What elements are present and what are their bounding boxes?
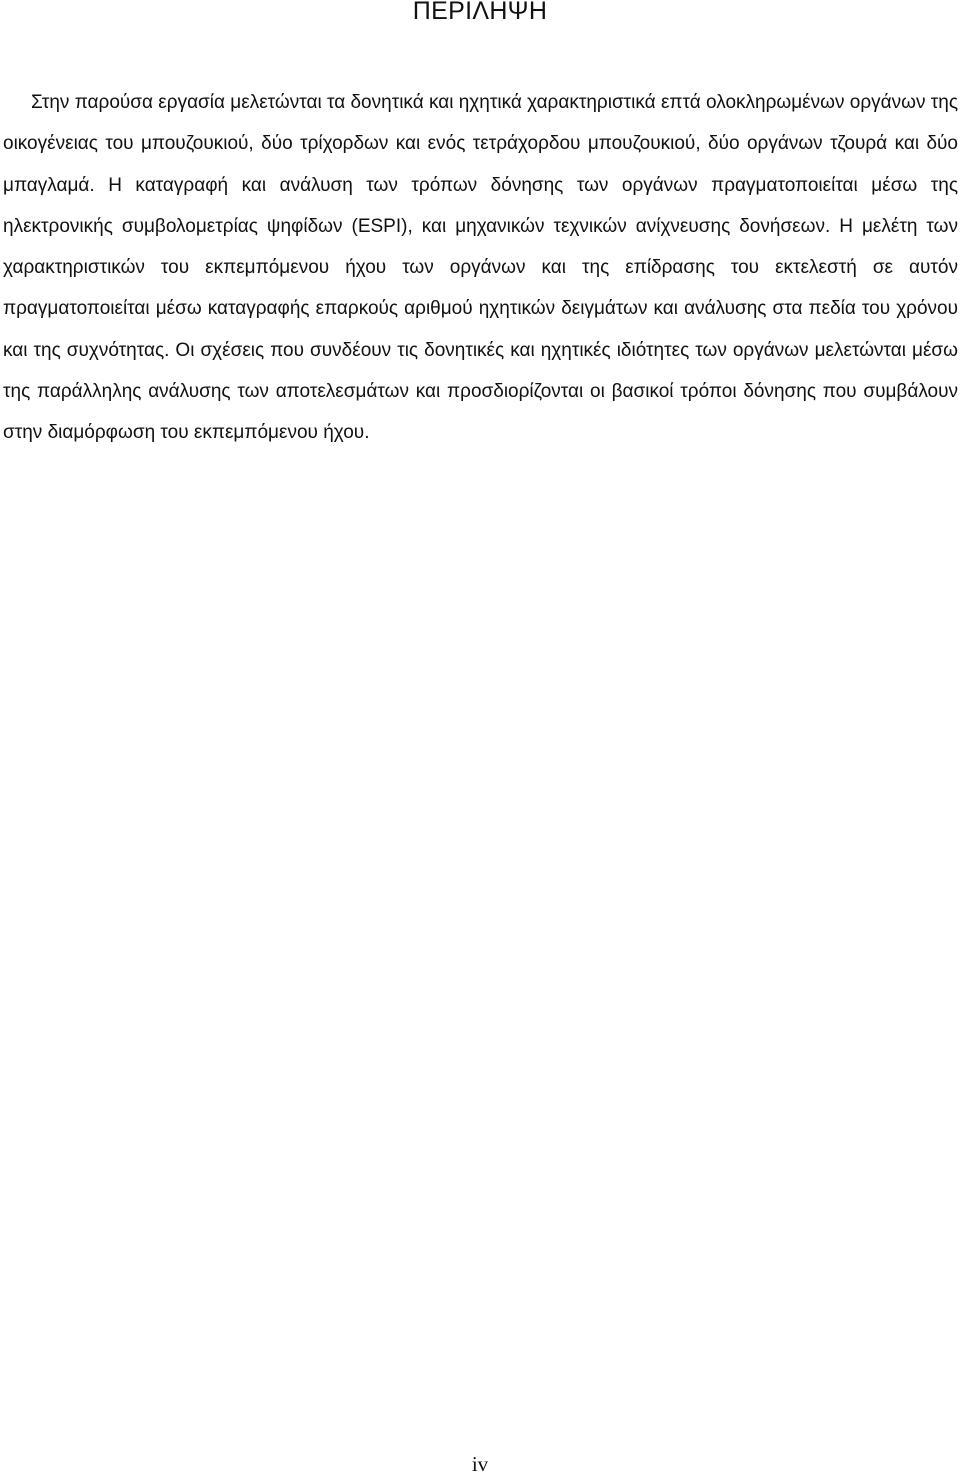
page-number: iv xyxy=(471,1452,489,1476)
page-title: ΠΕΡΙΛΗΨΗ xyxy=(412,0,548,25)
abstract-paragraph: Στην παρούσα εργασία μελετώνται τα δονητικά και ηχητικά χαρακτηριστικά επτά ολοκληρωμένων οργάνων της οικογένειας του μπουζουκιού, δύο τρίχορδων και ενός τετράχορδου μπουζουκιού, δύο οργάνων τζουρά και δύο μπαγλαμά. Η καταγραφή και ανάλυση των τρόπων δόνησης των οργάνων πραγματοποιείται μέσω της ηλεκτρονικής συμβολομετρίας ψηφίδων (ESPI), και μηχανικών τεχνικών ανίχνευσης δονήσεων. Η μελέτη των χαρακτηριστικών του εκπεμπόμενου ήχου των οργάνων και της επίδρασης του εκτελεστή σε αυτόν πραγματοποιείται μέσω καταγραφής επαρκούς αριθμού ηχητικών δειγμάτων και ανάλυσης στα πεδία του χρόνου και της συχνότητας. Οι σχέσεις που συνδέουν τις δονητικές και ηχητικές ιδιότητες των οργάνων μελετώνται μέσω της παράλληλης ανάλυσης των αποτελεσμάτων και προσδιορίζονται οι βασικοί τρόποι δόνησης που συμβάλουν στην διαμόρφωση του εκπεμπόμενου ήχου. xyxy=(3,92,958,444)
